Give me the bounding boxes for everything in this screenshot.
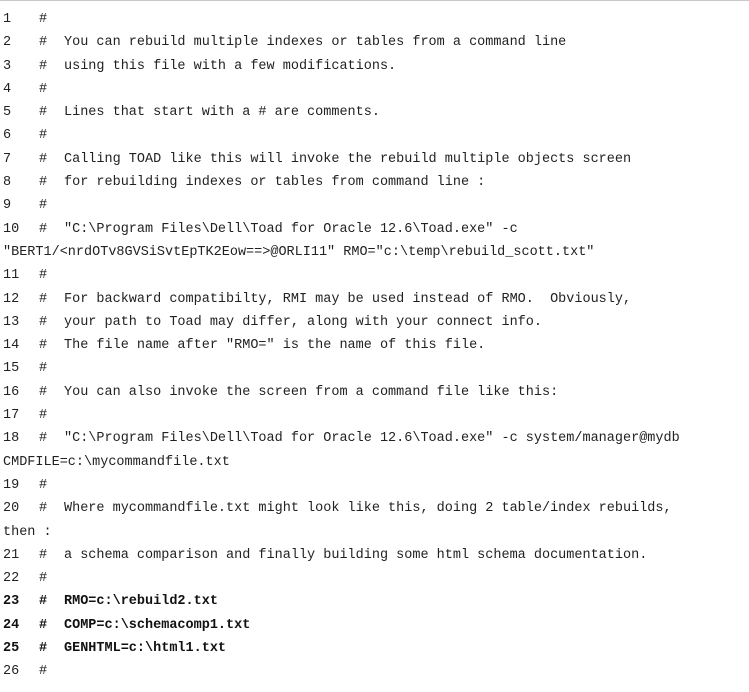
file-line	[3, 474, 747, 497]
line-number: 16	[3, 384, 20, 400]
comment-marker: #	[39, 641, 48, 657]
wrapped-continuation: "BERT1/<nrdOTv8GVSiSvtEpTK2Eow==>@ORLI11" RMO="c:\temp\rebuild_scott.txt"	[3, 244, 595, 260]
text-file-view[interactable]	[3, 8, 747, 684]
line-text: "C:\Program Files\Dell\Toad for Oracle 12.6\Toad.exe" -c system/manager@mydb	[64, 431, 680, 447]
line-text: Where mycommandfile.txt might look like this, doing 2 table/index rebuilds,	[64, 501, 672, 517]
comment-marker: #	[39, 361, 48, 377]
file-line	[3, 218, 747, 241]
line-number: 8	[3, 175, 12, 191]
comment-marker: #	[39, 58, 48, 74]
file-line	[3, 8, 747, 31]
file-line	[3, 31, 747, 54]
comment-marker: #	[39, 664, 48, 680]
line-number: 7	[3, 151, 12, 167]
line-number: 18	[3, 431, 20, 447]
file-line	[3, 404, 747, 427]
line-number: 17	[3, 408, 20, 424]
file-line	[3, 637, 747, 660]
line-number: 6	[3, 128, 12, 144]
file-line	[3, 544, 747, 567]
comment-marker: #	[39, 291, 48, 307]
line-number: 24	[3, 617, 20, 633]
comment-marker: #	[39, 268, 48, 284]
line-number: 21	[3, 547, 20, 563]
comment-marker: #	[39, 175, 48, 191]
line-text: Lines that start with a # are comments.	[64, 105, 380, 121]
file-line	[3, 78, 747, 101]
file-line	[3, 264, 747, 287]
comment-marker: #	[39, 105, 48, 121]
line-number: 20	[3, 501, 20, 517]
line-text: For backward compatibilty, RMI may be used instead of RMO. Obviously,	[64, 291, 632, 307]
line-number: 13	[3, 314, 20, 330]
top-divider	[0, 0, 749, 1]
line-number: 10	[3, 221, 20, 237]
line-text: your path to Toad may differ, along with your connect info.	[64, 314, 542, 330]
wrapped-continuation: then :	[3, 524, 52, 540]
comment-marker: #	[39, 431, 48, 447]
line-number: 9	[3, 198, 12, 214]
comment-marker: #	[39, 408, 48, 424]
comment-marker: #	[39, 128, 48, 144]
file-line	[3, 614, 747, 637]
line-number: 23	[3, 594, 20, 610]
line-number: 5	[3, 105, 12, 121]
file-line	[3, 194, 747, 217]
comment-marker: #	[39, 338, 48, 354]
line-number: 26	[3, 664, 20, 680]
line-number: 25	[3, 641, 20, 657]
file-line	[3, 497, 747, 520]
line-text: RMO=c:\rebuild2.txt	[64, 594, 218, 610]
line-text: The file name after "RMO=" is the name of this file.	[64, 338, 486, 354]
file-line	[3, 381, 747, 404]
file-line	[3, 55, 747, 78]
file-line	[3, 124, 747, 147]
line-text: a schema comparison and finally building some html schema documentation.	[64, 547, 648, 563]
comment-marker: #	[39, 12, 48, 27]
comment-marker: #	[39, 617, 48, 633]
comment-marker: #	[39, 384, 48, 400]
line-number: 2	[3, 35, 12, 51]
line-text: Calling TOAD like this will invoke the rebuild multiple objects screen	[64, 151, 632, 167]
line-text: using this file with a few modifications.	[64, 58, 397, 74]
file-line	[3, 288, 747, 311]
file-line	[3, 148, 747, 171]
file-line	[3, 171, 747, 194]
line-number: 11	[3, 268, 20, 284]
comment-marker: #	[39, 547, 48, 563]
line-text: "C:\Program Files\Dell\Toad for Oracle 12.6\Toad.exe" -c	[64, 221, 518, 237]
line-number: 15	[3, 361, 20, 377]
file-line	[3, 427, 747, 450]
comment-marker: #	[39, 501, 48, 517]
line-number: 4	[3, 81, 12, 97]
file-line	[3, 311, 747, 334]
line-number: 19	[3, 477, 20, 493]
comment-marker: #	[39, 594, 48, 610]
comment-marker: #	[39, 35, 48, 51]
wrapped-continuation: CMDFILE=c:\mycommandfile.txt	[3, 454, 230, 470]
line-text: You can also invoke the screen from a command file like this:	[64, 384, 559, 400]
line-number: 3	[3, 58, 12, 74]
comment-marker: #	[39, 198, 48, 214]
file-line	[3, 567, 747, 590]
comment-marker: #	[39, 151, 48, 167]
file-line	[3, 334, 747, 357]
comment-marker: #	[39, 81, 48, 97]
file-line	[3, 590, 747, 613]
line-text: COMP=c:\schemacomp1.txt	[64, 617, 251, 633]
line-text: for rebuilding indexes or tables from command line :	[64, 175, 486, 191]
comment-marker: #	[39, 571, 48, 587]
line-number: 14	[3, 338, 20, 354]
comment-marker: #	[39, 477, 48, 493]
comment-marker: #	[39, 221, 48, 237]
file-line	[3, 660, 747, 683]
file-line	[3, 101, 747, 124]
line-number: 1	[3, 12, 12, 27]
comment-marker: #	[39, 314, 48, 330]
line-text: You can rebuild multiple indexes or tables from a command line	[64, 35, 567, 51]
line-number: 22	[3, 571, 20, 587]
line-number: 12	[3, 291, 20, 307]
line-text: GENHTML=c:\html1.txt	[64, 641, 227, 657]
file-line	[3, 357, 747, 380]
